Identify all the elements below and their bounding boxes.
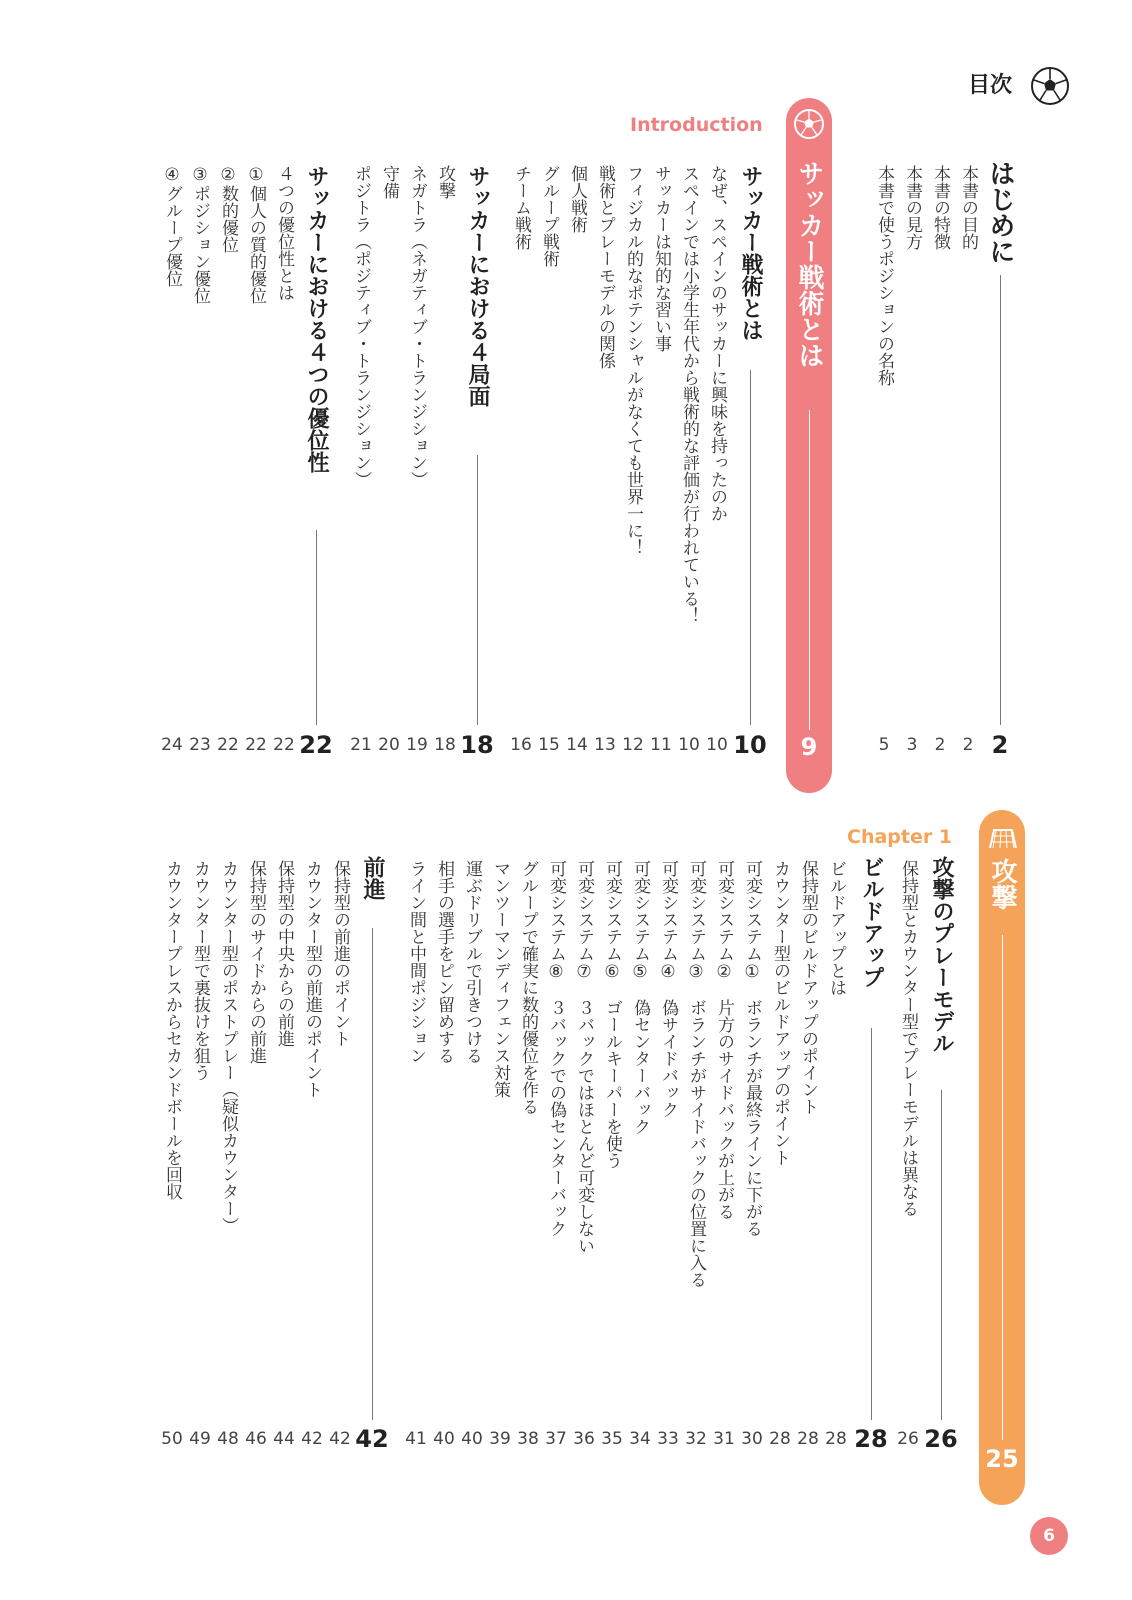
toc-title: 目次 bbox=[968, 73, 1013, 98]
page-ref: 19 bbox=[406, 735, 428, 755]
page-ref: 20 bbox=[378, 735, 400, 755]
toc-entry-heading: サッカーにおける４局面 bbox=[465, 165, 490, 407]
page-ref: 48 bbox=[217, 1429, 239, 1449]
toc-entry: スペインでは小学生年代から戦術的な評価が行われている！ bbox=[679, 165, 699, 624]
chapter1-pill-page: 25 bbox=[985, 1445, 1019, 1473]
toc-entry: カウンター型のビルドアップのポイント bbox=[770, 860, 790, 1166]
toc-entry-heading: 前進 bbox=[360, 856, 385, 900]
leader-line bbox=[750, 370, 751, 725]
toc-entry: カウンター型の前進のポイント bbox=[302, 860, 322, 1098]
toc-entry: 保持型の中央からの前進 bbox=[274, 860, 294, 1047]
toc-entry: カウンター型で裏抜けを狙う bbox=[190, 860, 210, 1081]
page-ref: 42 bbox=[355, 1425, 389, 1453]
page-ref: 12 bbox=[622, 735, 644, 755]
toc-entry: 個人戦術 bbox=[567, 165, 587, 233]
chapter1-label: Chapter 1 bbox=[847, 826, 953, 848]
chapter1-pill-leader bbox=[1002, 935, 1003, 1440]
toc-entry: ４つの優位性とは bbox=[274, 165, 294, 301]
toc-entry: 可変システム① ボランチが最終ラインに下がる bbox=[742, 860, 762, 1237]
intro-pill-leader bbox=[809, 410, 810, 730]
leader-line bbox=[477, 455, 478, 725]
toc-entry: ライン間と中間ポジション bbox=[406, 860, 426, 1064]
toc-entry: チーム戦術 bbox=[511, 165, 531, 250]
page-ref: 42 bbox=[329, 1429, 351, 1449]
toc-entry: ポジトラ（ポジティブ・トランジション） bbox=[351, 165, 371, 488]
intro-pill-page: 9 bbox=[800, 733, 818, 761]
page-ref: 14 bbox=[566, 735, 588, 755]
page-ref: 22 bbox=[299, 731, 333, 759]
leader-line bbox=[316, 530, 317, 725]
page-ref: 49 bbox=[189, 1429, 211, 1449]
page-ref: 23 bbox=[189, 735, 211, 755]
toc-entry-heading: ビルドアップ bbox=[859, 856, 884, 988]
toc-entry-heading: はじめに bbox=[985, 160, 1015, 264]
toc-entry-heading: サッカーにおける４つの優位性 bbox=[304, 165, 329, 473]
toc-entry: 可変システム③ ボランチがサイドバックの位置に入る bbox=[686, 860, 706, 1288]
page-ref: 37 bbox=[545, 1429, 567, 1449]
toc-entry: マンツーマンディフェンス対策 bbox=[490, 860, 510, 1098]
page-ref: 36 bbox=[573, 1429, 595, 1449]
page-ref: 22 bbox=[217, 735, 239, 755]
page-ref: 28 bbox=[769, 1429, 791, 1449]
toc-entry: 守備 bbox=[379, 165, 399, 199]
toc-entry: 戦術とプレーモデルの関係 bbox=[595, 165, 615, 369]
toc-entry: フィジカル的なポテンシャルがなくても世界一に！ bbox=[623, 165, 643, 556]
toc-entry: 可変システム④ 偽サイドバック bbox=[658, 860, 678, 1118]
toc-entry: グループで確実に数的優位を作る bbox=[518, 860, 538, 1115]
toc-entry: なぜ、スペインのサッカーに興味を持ったのか bbox=[707, 165, 727, 522]
page-ref: 28 bbox=[797, 1429, 819, 1449]
toc-entry-heading: サッカー戦術とは bbox=[738, 165, 763, 341]
toc-entry: カウンタープレスからセカンドボールを回収 bbox=[162, 860, 182, 1200]
toc-entry-heading: 攻撃のプレーモデル bbox=[929, 856, 954, 1054]
page-ref: 13 bbox=[594, 735, 616, 755]
page-ref: 30 bbox=[741, 1429, 763, 1449]
toc-entry: 本書の見方 bbox=[902, 165, 922, 250]
page-ref: 40 bbox=[433, 1429, 455, 1449]
toc-entry: 運ぶドリブルで引きつける bbox=[462, 860, 482, 1064]
soccer-goal-icon bbox=[986, 822, 1018, 854]
page-ref: 32 bbox=[685, 1429, 707, 1449]
page-ref: 24 bbox=[161, 735, 183, 755]
toc-entry: ③ポジション優位 bbox=[190, 165, 210, 304]
page-ref: 44 bbox=[273, 1429, 295, 1449]
page-ref: 2 bbox=[991, 731, 1009, 759]
leader-line bbox=[941, 1090, 942, 1420]
toc-entry: 保持型のサイドからの前進 bbox=[246, 860, 266, 1064]
page-ref: 50 bbox=[161, 1429, 183, 1449]
leader-line bbox=[372, 928, 373, 1420]
page-ref: 42 bbox=[301, 1429, 323, 1449]
leader-line bbox=[1000, 275, 1001, 725]
toc-entry: 可変システム⑦ ３バックではほとんど可変しない bbox=[574, 860, 594, 1254]
toc-entry: ビルドアップとは bbox=[826, 860, 846, 996]
chapter1-pill bbox=[979, 810, 1025, 1505]
page-ref: 2 bbox=[934, 735, 946, 755]
page-ref: 16 bbox=[510, 735, 532, 755]
toc-entry: 保持型とカウンター型でプレーモデルは異なる bbox=[898, 860, 918, 1217]
page-number-badge: 6 bbox=[1030, 1517, 1068, 1555]
page-ref: 2 bbox=[962, 735, 974, 755]
introduction-label: Introduction bbox=[630, 114, 763, 136]
toc-entry: 可変システム⑤ 偽センターバック bbox=[630, 860, 650, 1135]
toc-entry: 保持型のビルドアップのポイント bbox=[798, 860, 818, 1115]
intro-pill bbox=[786, 98, 832, 793]
page-ref: 22 bbox=[245, 735, 267, 755]
page-ref: 15 bbox=[538, 735, 560, 755]
toc-entry: 攻撃 bbox=[435, 165, 455, 199]
toc-entry: ネガトラ（ネガティブ・トランジション） bbox=[407, 165, 427, 488]
soccer-ball-icon bbox=[793, 108, 825, 140]
toc-entry: 保持型の前進のポイント bbox=[330, 860, 350, 1047]
page-ref: 34 bbox=[629, 1429, 651, 1449]
toc-entry: 可変システム② 片方のサイドバックが上がる bbox=[714, 860, 734, 1220]
page-ref: 40 bbox=[461, 1429, 483, 1449]
page-ref: 26 bbox=[897, 1429, 919, 1449]
toc-entry: 相手の選手をピン留めする bbox=[434, 860, 454, 1064]
page-ref: 18 bbox=[460, 731, 494, 759]
intro-pill-title: サッカー戦術とは bbox=[794, 160, 824, 368]
toc-entry: 本書で使うポジションの名称 bbox=[874, 165, 894, 386]
page-ref: 10 bbox=[733, 731, 767, 759]
page-ref: 3 bbox=[906, 735, 918, 755]
page-ref: 38 bbox=[517, 1429, 539, 1449]
page-ref: 10 bbox=[706, 735, 728, 755]
page-ref: 5 bbox=[878, 735, 890, 755]
toc-entry: ④グループ優位 bbox=[162, 165, 182, 287]
page-ref: 21 bbox=[350, 735, 372, 755]
toc-entry: 本書の特徴 bbox=[930, 165, 950, 250]
page-ref: 18 bbox=[434, 735, 456, 755]
page-ref: 11 bbox=[650, 735, 672, 755]
page-ref: 46 bbox=[245, 1429, 267, 1449]
toc-entry: ①個人の質的優位 bbox=[246, 165, 266, 304]
page-ref: 33 bbox=[657, 1429, 679, 1449]
page-ref: 35 bbox=[601, 1429, 623, 1449]
page-ref: 28 bbox=[854, 1425, 888, 1453]
toc-entry: 可変システム⑥ ゴールキーパーを使う bbox=[602, 860, 622, 1169]
page-ref: 28 bbox=[825, 1429, 847, 1449]
toc-entry: 本書の目的 bbox=[958, 165, 978, 250]
toc-entry: 可変システム⑧ ３バックでの偽センターバック bbox=[546, 860, 566, 1237]
toc-entry: カウンター型のポストプレー（疑似カウンター） bbox=[218, 860, 238, 1234]
toc-entry: ②数的優位 bbox=[218, 165, 238, 253]
page-ref: 31 bbox=[713, 1429, 735, 1449]
chapter1-pill-title: 攻撃 bbox=[987, 858, 1017, 910]
page-ref: 26 bbox=[924, 1425, 958, 1453]
leader-line bbox=[871, 1028, 872, 1420]
toc-entry: サッカーは知的な習い事 bbox=[651, 165, 671, 352]
page-ref: 22 bbox=[273, 735, 295, 755]
page-ref: 39 bbox=[489, 1429, 511, 1449]
soccer-ball-icon bbox=[1030, 66, 1070, 106]
toc-entry: グループ戦術 bbox=[539, 165, 559, 267]
page-ref: 41 bbox=[405, 1429, 427, 1449]
page-ref: 10 bbox=[678, 735, 700, 755]
